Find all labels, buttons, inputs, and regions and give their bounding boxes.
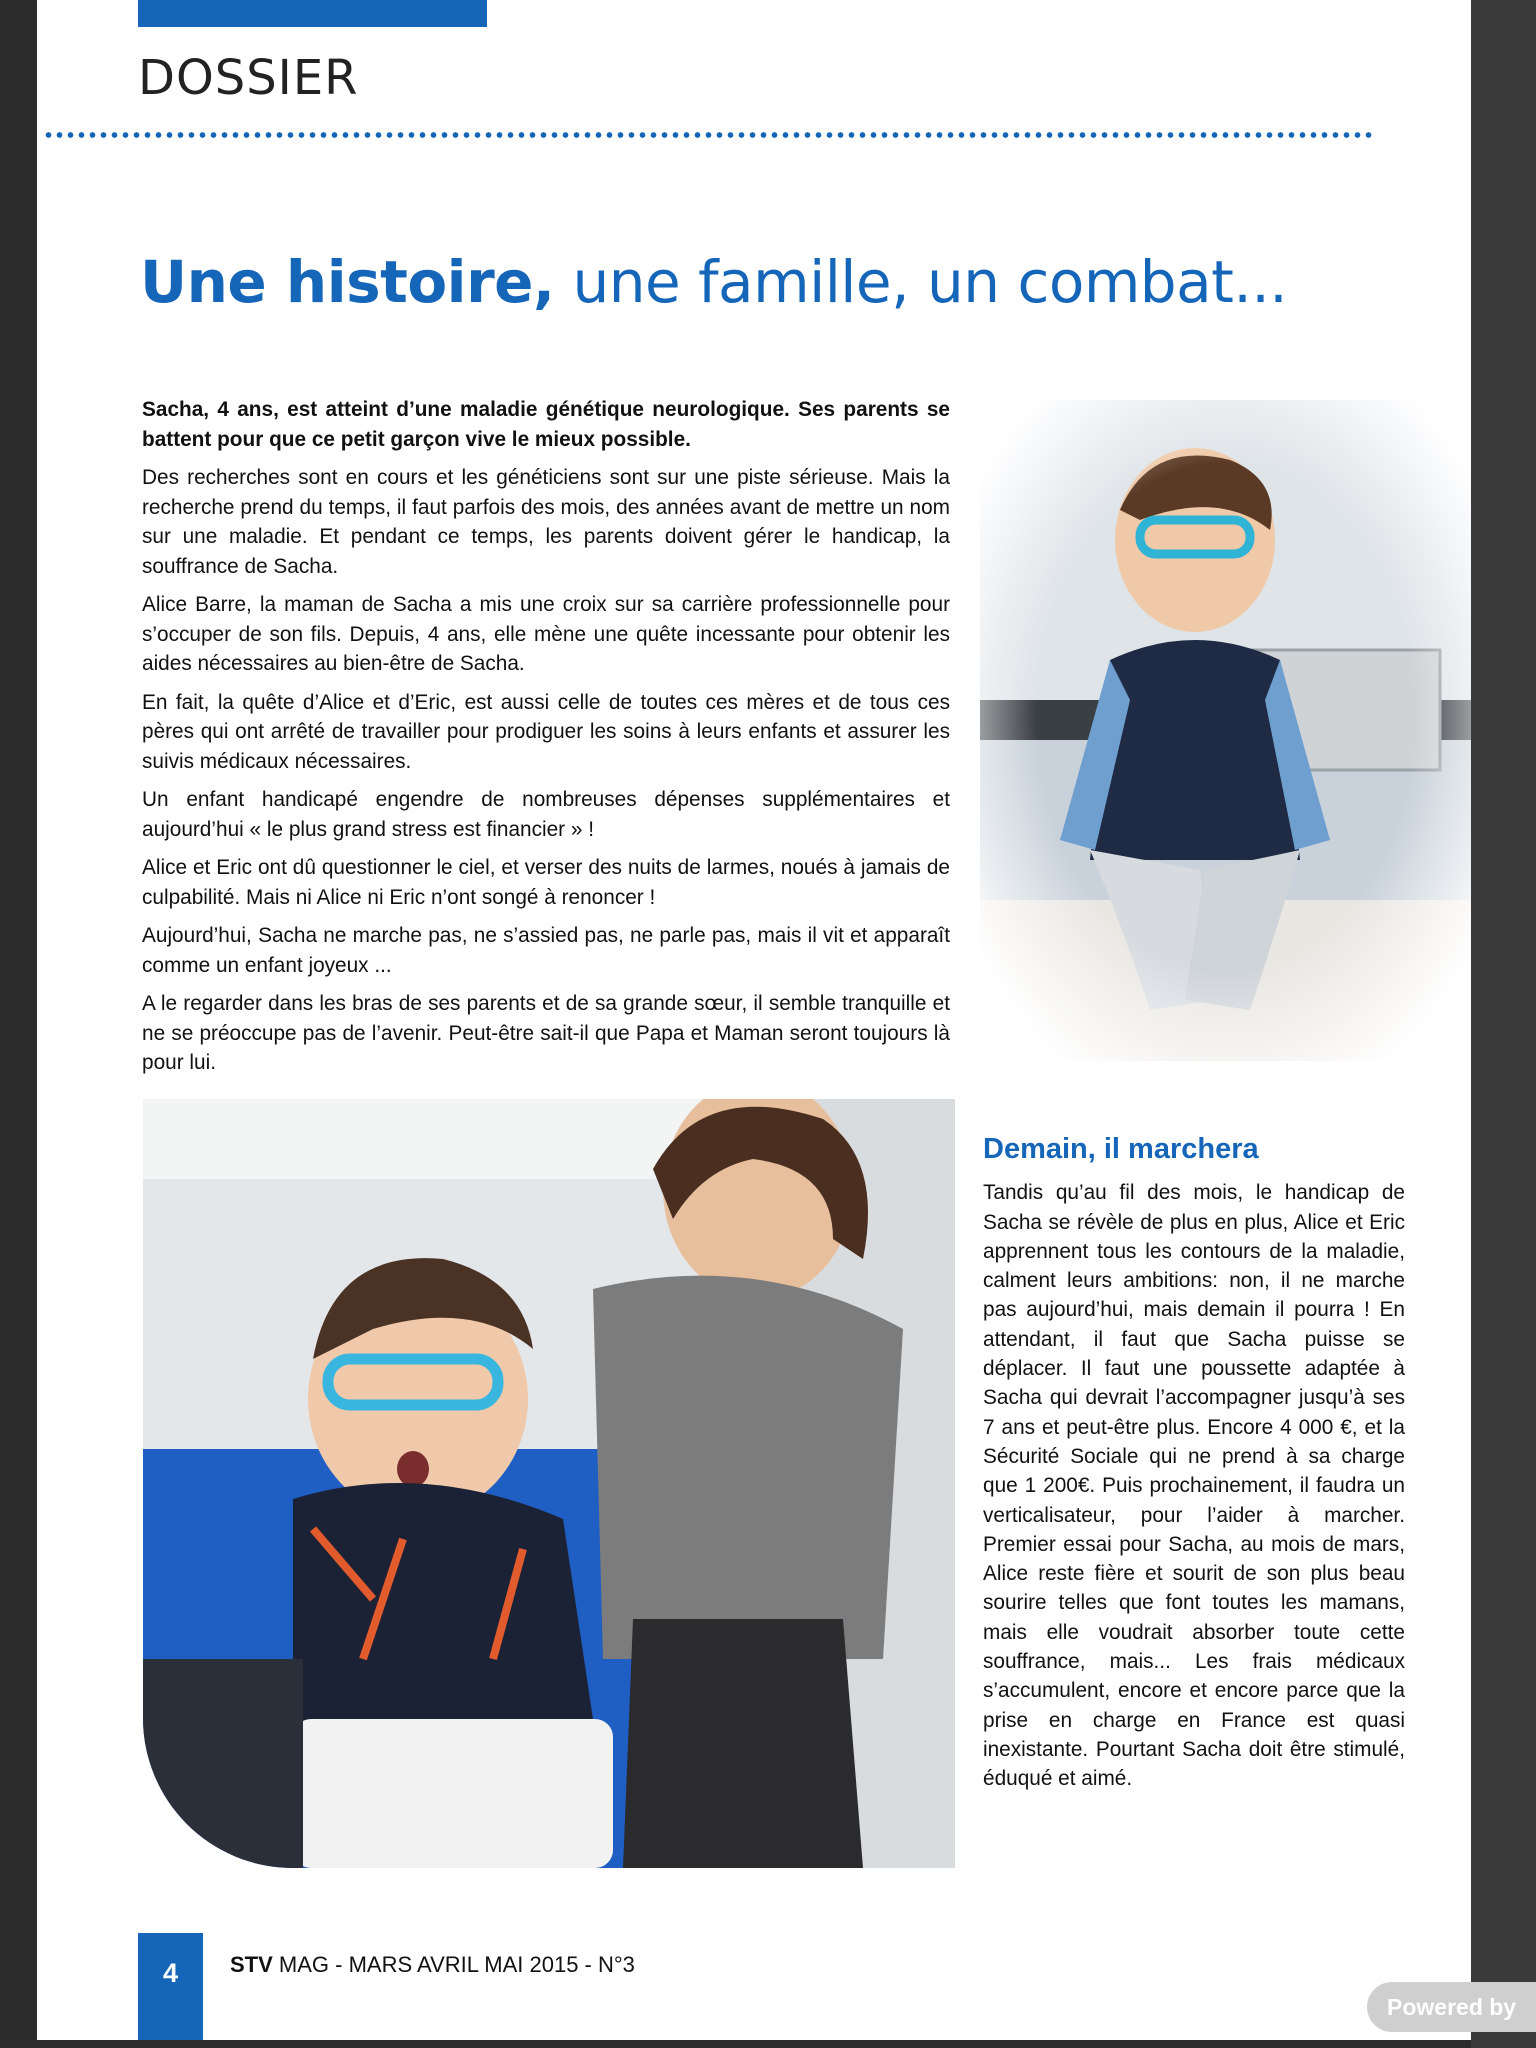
article-lead: Sacha, 4 ans, est atteint d’une maladie génétique neurologique. Ses parents se battent pour que ce petit garçon vive le mieux possible.: [142, 398, 950, 451]
photo-boy-on-counter-illustration: [980, 400, 1471, 1061]
photo-boy-therapy-illustration: [143, 1099, 955, 1868]
photo-boy-on-counter: [980, 400, 1471, 1061]
article-paragraph: A le regarder dans les bras de ses parents et de sa grande sœur, il semble tranquille et ne se préoccupe pas de l’avenir. Peut-être sait-il que Papa et Maman seront toujours là pour lui.: [142, 992, 950, 1074]
footer-issue-line: [230, 1952, 635, 1978]
footer-issue-text: MAG - MARS AVRIL MAI 2015 - N°3: [272, 1952, 635, 1977]
main-text-column: [142, 395, 950, 1087]
article-paragraph: Alice Barre, la maman de Sacha a mis une croix sur sa carrière professionnelle pour s’occuper de son fils. Depuis, 4 ans, elle mène une quête incessante pour obtenir les aides nécessaires au bien-être de Sacha.: [142, 593, 950, 675]
article-paragraph: Des recherches sont en cours et les généticiens sont sur une piste sérieuse. Mais la recherche prend du temps, il faut parfois des mois, des années avant de mettre un nom sur une maladie. Et pendant ce temps, les parents doivent gérer le handicap, la souffrance de Sacha.: [142, 466, 950, 578]
article-title-rest: une famille, un combat...: [554, 248, 1288, 316]
page-number: 4: [138, 1933, 203, 2040]
photo-boy-therapy: [143, 1099, 955, 1868]
article-title: [140, 248, 1287, 316]
article-paragraph: Aujourd’hui, Sacha ne marche pas, ne s’assied pas, ne parle pas, mais il vit et apparaît comme un enfant joyeux ...: [142, 924, 950, 977]
article-paragraph: Un enfant handicapé engendre de nombreuses dépenses supplémentaires et aujourd’hui « le plus grand stress est financier » !: [142, 788, 950, 841]
sidebar-body: Tandis qu’au fil des mois, le handicap de Sacha se révèle de plus en plus, Alice et Eric apprennent tous les contours de la maladie, calment leurs ambitions: non, il ne marche pas aujourd’hui, mais demain il pourra ! En attendant, il faut que Sacha puisse se déplacer. Il faut une poussette adaptée à Sacha qui devrait l’accompagner jusqu’à ses 7 ans et peut-être plus. Encore 4 000 €, et la Sécurité Sociale qui ne prend à sa charge que 1 200€. Puis prochainement, il faudra un verticalisateur, pour l’aider à marcher. Premier essai pour Sacha, au mois de mars, Alice reste fière et sourit de son plus beau sourire telles que font toutes les mamans, mais elle voudrait absorber toute cette souffrance, mais... Les frais médicaux s’accumulent, encore et encore parce que la prise en charge en France est quasi inexistante. Pourtant Sacha doit être stimulé, éduqué et aimé.: [983, 1181, 1405, 1791]
section-label: DOSSIER: [138, 50, 359, 106]
sidebar-column: [983, 1135, 1405, 1794]
sidebar-heading: Demain, il marchera: [983, 1133, 1259, 1165]
dotted-divider: [43, 130, 1373, 140]
article-title-bold: Une histoire,: [140, 248, 555, 316]
article-paragraph: En fait, la quête d’Alice et d’Eric, est aussi celle de toutes ces mères et de tous ces pères qui ont arrêté de travailler pour prodiguer les soins à leurs enfants et assurer les suivis médicaux nécessaires.: [142, 690, 950, 773]
magazine-page: [37, 0, 1471, 2040]
top-accent-bar: [138, 0, 487, 27]
viewer-edge: [1471, 0, 1536, 2048]
article-paragraph: Alice et Eric ont dû questionner le ciel, et verser des nuits de larmes, noués à jamais de culpabilité. Mais ni Alice ni Eric n’ont songé à renoncer !: [142, 856, 950, 909]
powered-by-badge[interactable]: Powered by: [1367, 1982, 1536, 2032]
footer-mag-name: STV: [230, 1952, 273, 1977]
